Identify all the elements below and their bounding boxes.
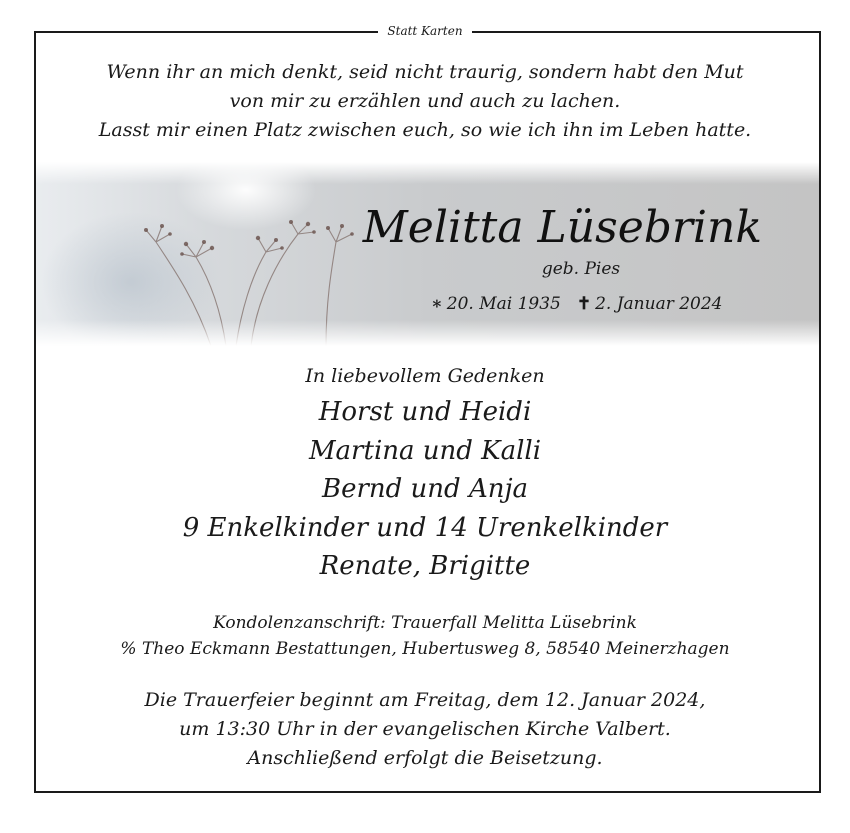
ceremony-line: Anschließend erfolgt die Beisetzung. [247,747,603,769]
mourner-name: Horst und Heidi [318,397,532,427]
birth-date: 20. Mai 1935 [446,294,561,314]
banner-fade-top [36,162,819,184]
ceremony-line: Die Trauerfeier beginnt am Freitag, dem 12. Januar 2024, [144,689,706,711]
quote-line: Lasst mir einen Platz zwischen euch, so wie ich ihn im Leben hatte. [98,119,752,141]
mourner-name: Bernd und Anja [321,474,529,504]
quote-line: Wenn ihr an mich denkt, seid nicht traurig, sondern habt den Mut [106,61,744,83]
cross-icon: ✝ [576,294,592,314]
condolence-line: Kondolenzanschrift: Trauerfall Melitta Lüsebrink [213,613,637,633]
header-label-text: Statt Karten [378,24,471,38]
deceased-name: Melitta Lüsebrink [362,202,762,253]
banner-fade-bottom [36,320,819,346]
mourner-name: 9 Enkelkinder und 14 Urenkelkinder [182,512,668,543]
birth-star-icon: ∗ [431,294,443,314]
mourner-name: Renate, Brigitte [319,551,531,581]
life-dates [431,292,723,316]
mourners-intro: In liebevollem Gedenken [305,365,545,387]
condolence-line: % Theo Eckmann Bestattungen, Hubertusweg 8, 58540 Meinerzhagen [120,639,730,659]
condolence-address [0,610,850,662]
quote-line: von mir zu erzählen und auch zu lachen. [229,90,621,112]
death-date: 2. Januar 2024 [595,294,723,314]
photo-banner [36,162,819,346]
quote [0,58,850,145]
ceremony-info [0,686,850,773]
ceremony-line: um 13:30 Uhr in der evangelischen Kirche Valbert. [179,718,671,740]
birth-name: geb. Pies [541,259,621,279]
header-label [0,22,850,40]
mourners-list [0,393,850,586]
mourner-name: Martina und Kalli [308,435,542,466]
